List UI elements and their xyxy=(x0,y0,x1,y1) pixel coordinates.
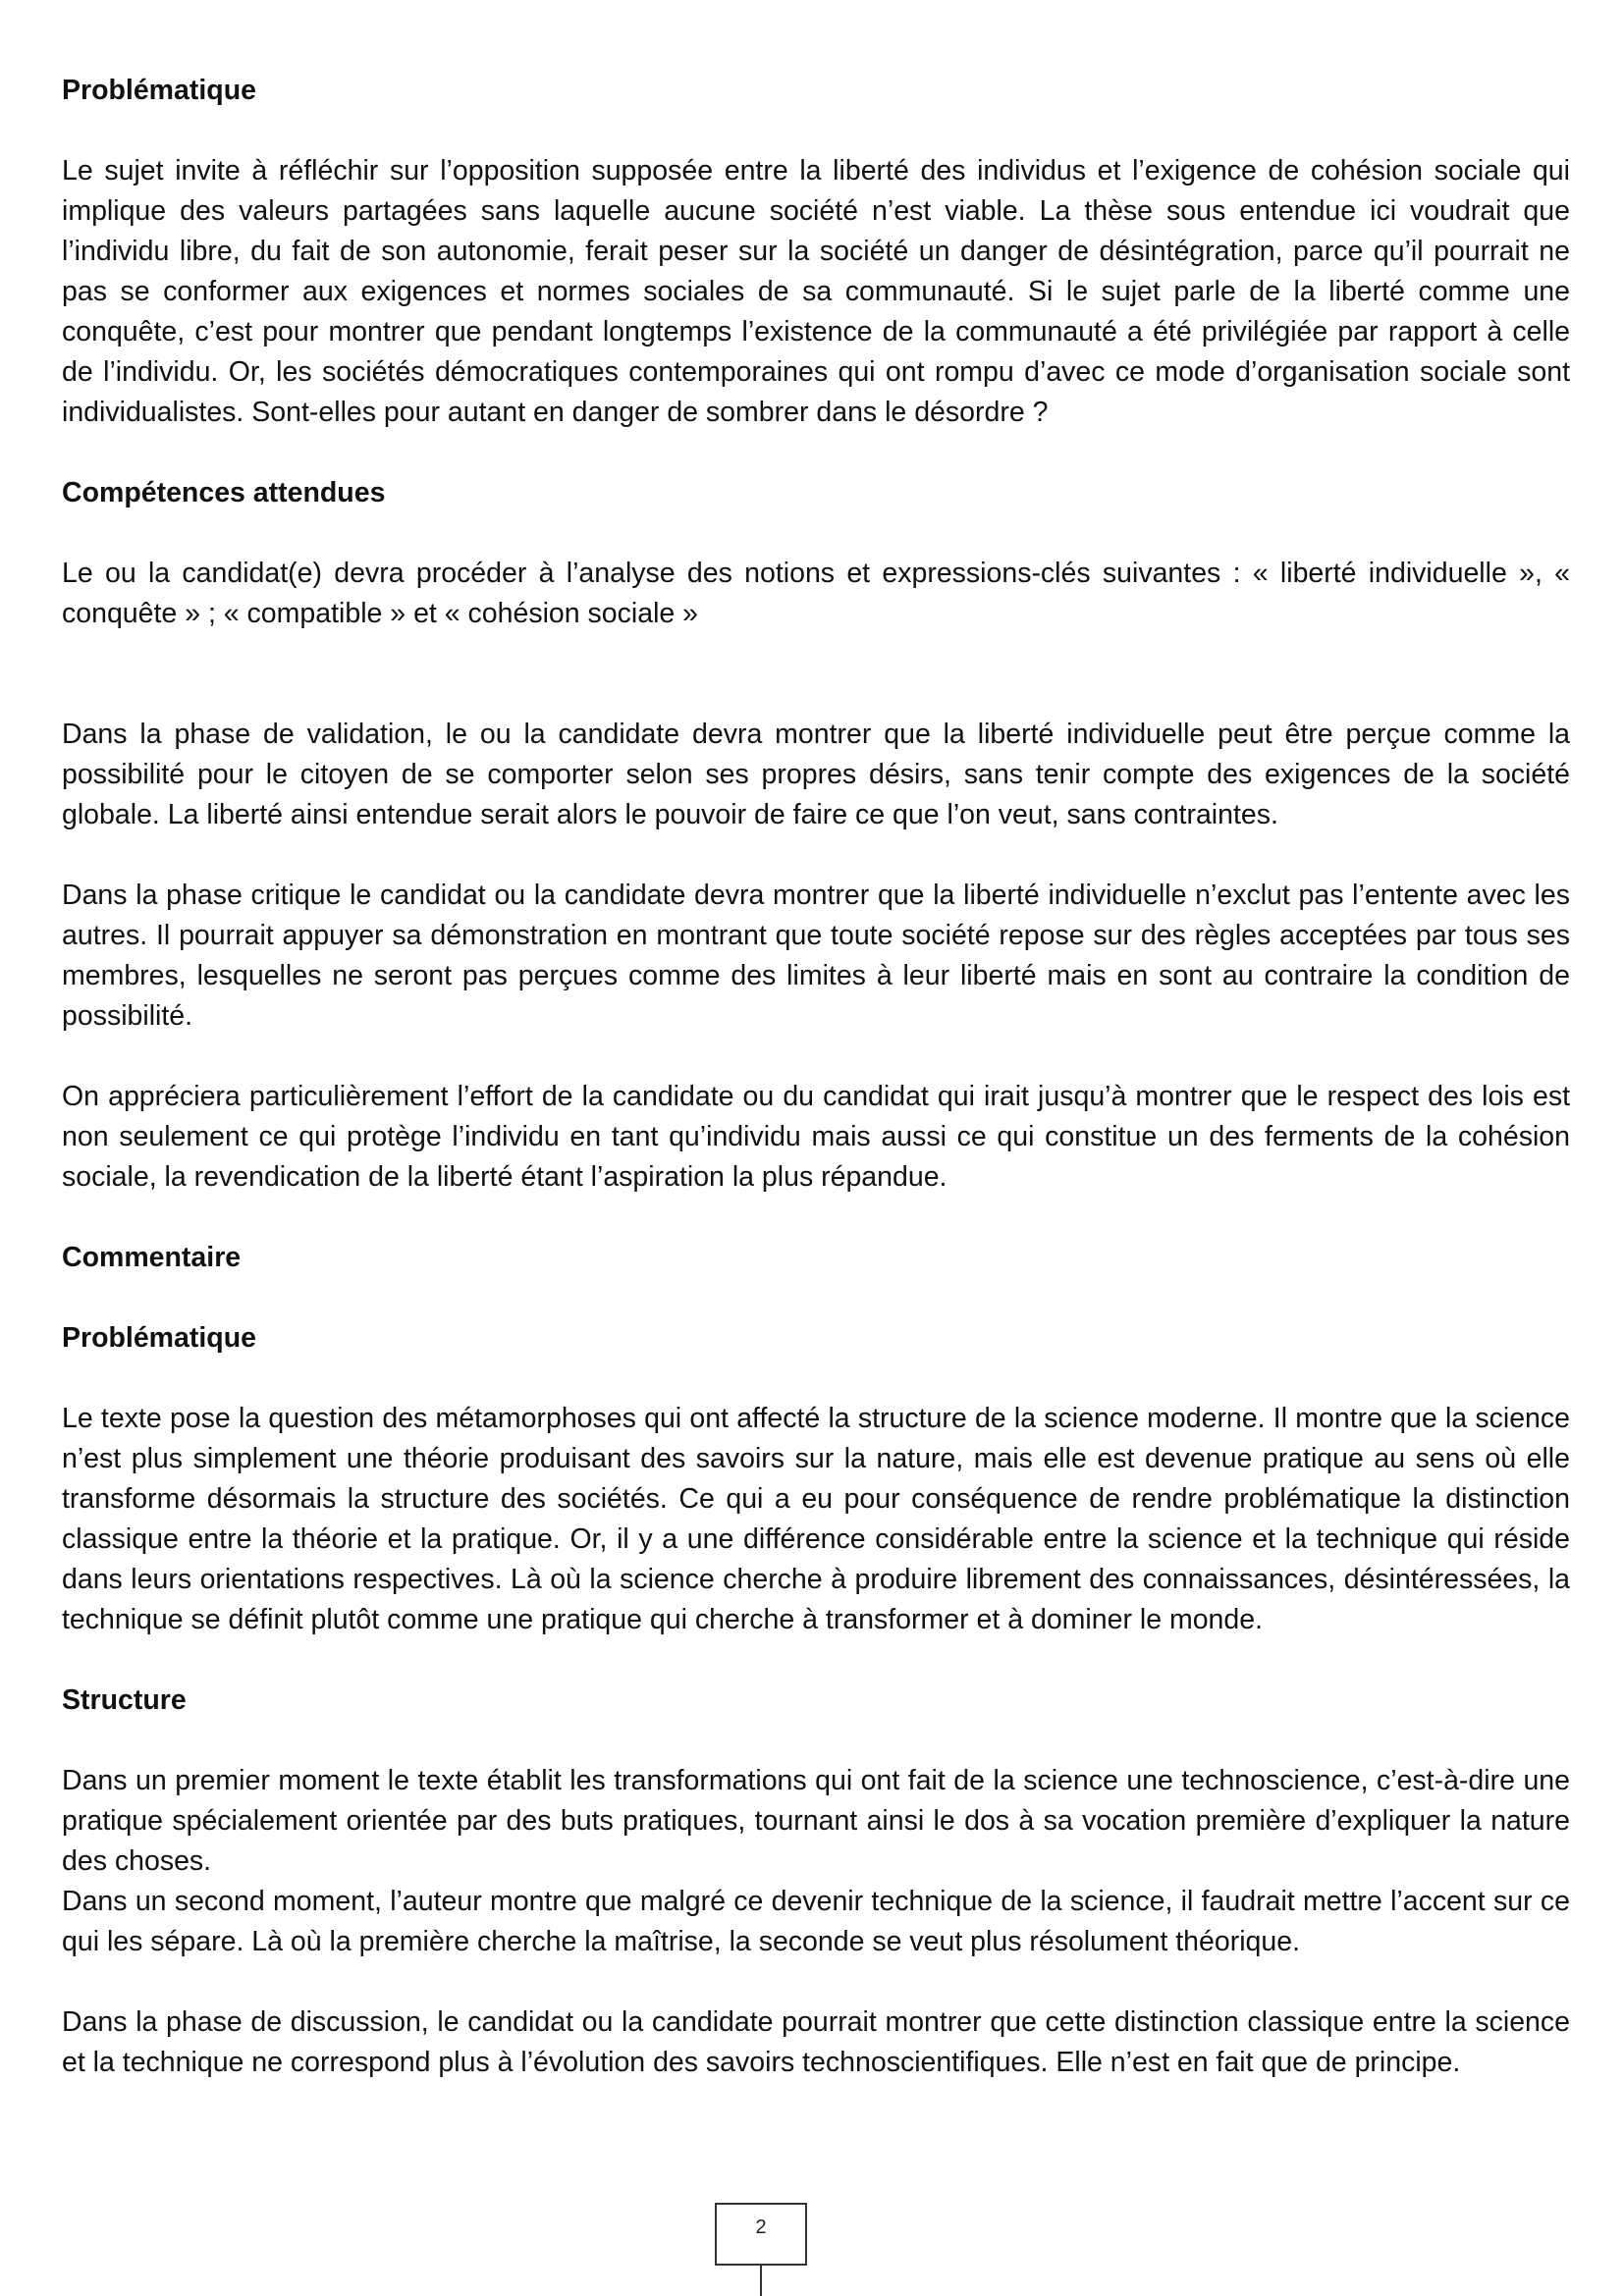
paragraph-structure-1: Dans un premier moment le texte établit les transformations qui ont fait de la science une technoscience, c’est-à-dire une pratique spécialement orientée par des buts pratiques, tournant ainsi le dos à sa vocation première d’expliquer la nature des choses. xyxy=(62,1765,1570,1877)
heading-commentaire: Commentaire xyxy=(62,1242,242,1273)
page-number: 2 xyxy=(755,2216,767,2238)
paragraph-critique: Dans la phase critique le candidat ou la candidate devra montrer que la liberté individuelle n’exclut pas l’entente avec les autres. Il pourrait appuyer sa démonstration en montrant que toute société repose sur des règles acceptées par tous ses membres, lesquelles ne seront pas perçues comme des limites à leur liberté mais en sont au contraire la condition de possibilité. xyxy=(62,880,1570,1032)
paragraph-appreciation: On appréciera particulièrement l’effort de la candidate ou du candidat qui irait jusqu’à montrer que le respect des lois est non seulement ce qui protège l’individu en tant qu’individu mais aussi ce qui constitue un des ferments de la cohésion sociale, la revendication de la liberté étant l’aspiration la plus répandue. xyxy=(62,1081,1570,1193)
paragraph-discussion: Dans la phase de discussion, le candidat ou la candidate pourrait montrer que cette distinction classique entre la science et la technique ne correspond plus à l’évolution des savoirs technoscientifiques. Elle n’est en fait que de principe. xyxy=(62,2006,1570,2078)
heading-competences: Compétences attendues xyxy=(62,477,386,508)
paragraph-problematique: Le sujet invite à réfléchir sur l’opposition supposée entre la liberté des individus et l’exigence de cohésion sociale qui implique des valeurs partagées sans laquelle aucune société n’est viable. La thèse sous entendue ici voudrait que l’individu libre, du fait de son autonomie, ferait peser sur la société un danger de désintégration, parce qu’il pourrait ne pas se conformer aux exigences et normes sociales de sa communauté. Si le sujet parle de la liberté comme une conquête, c’est pour montrer que pendant longtemps l’existence de la communauté a été privilégiée par rapport à celle de l’individu. Or, les sociétés démocratiques contemporaines qui ont rompu d’avec ce mode d’organisation sociale sont individualistes. Sont-elles pour autant en danger de sombrer dans le désordre ? xyxy=(62,155,1570,428)
footer-divider-line xyxy=(760,2266,762,2296)
page-number-box xyxy=(715,2203,807,2266)
paragraph-structure-2: Dans un second moment, l’auteur montre que malgré ce devenir technique de la science, il faudrait mettre l’accent sur ce qui les sépare. Là où la première cherche la maîtrise, la seconde se veut plus résolument théorique. xyxy=(62,1886,1570,1957)
paragraph-competences: Le ou la candidat(e) devra procéder à l’analyse des notions et expressions-clés suivantes : « liberté individuelle », « conquête » ; « compatible » et « cohésion sociale » xyxy=(62,558,1570,629)
heading-problematique: Problématique xyxy=(62,75,256,106)
heading-problematique-2: Problématique xyxy=(62,1322,256,1354)
paragraph-validation: Dans la phase de validation, le ou la candidate devra montrer que la liberté individuelle peut être perçue comme la possibilité pour le citoyen de se comporter selon ses propres désirs, sans tenir compte des exigences de la société globale. La liberté ainsi entendue serait alors le pouvoir de faire ce que l’on veut, sans contraintes. xyxy=(62,719,1570,830)
document-body xyxy=(62,71,1570,2083)
heading-structure: Structure xyxy=(62,1684,187,1716)
paragraph-problematique-2: Le texte pose la question des métamorphoses qui ont affecté la structure de la science moderne. Il montre que la science n’est plus simplement une théorie produisant des savoirs sur la nature, mais elle est devenue pratique au sens où elle transforme désormais la structure des sociétés. Ce qui a eu pour conséquence de rendre problématique la distinction classique entre la théorie et la pratique. Or, il y a une différence considérable entre la science et la technique qui réside dans leurs orientations respectives. Là où la science cherche à produire librement des connaissances, désintéressées, la technique se définit plutôt comme une pratique qui cherche à transformer et à dominer le monde. xyxy=(62,1403,1570,1635)
